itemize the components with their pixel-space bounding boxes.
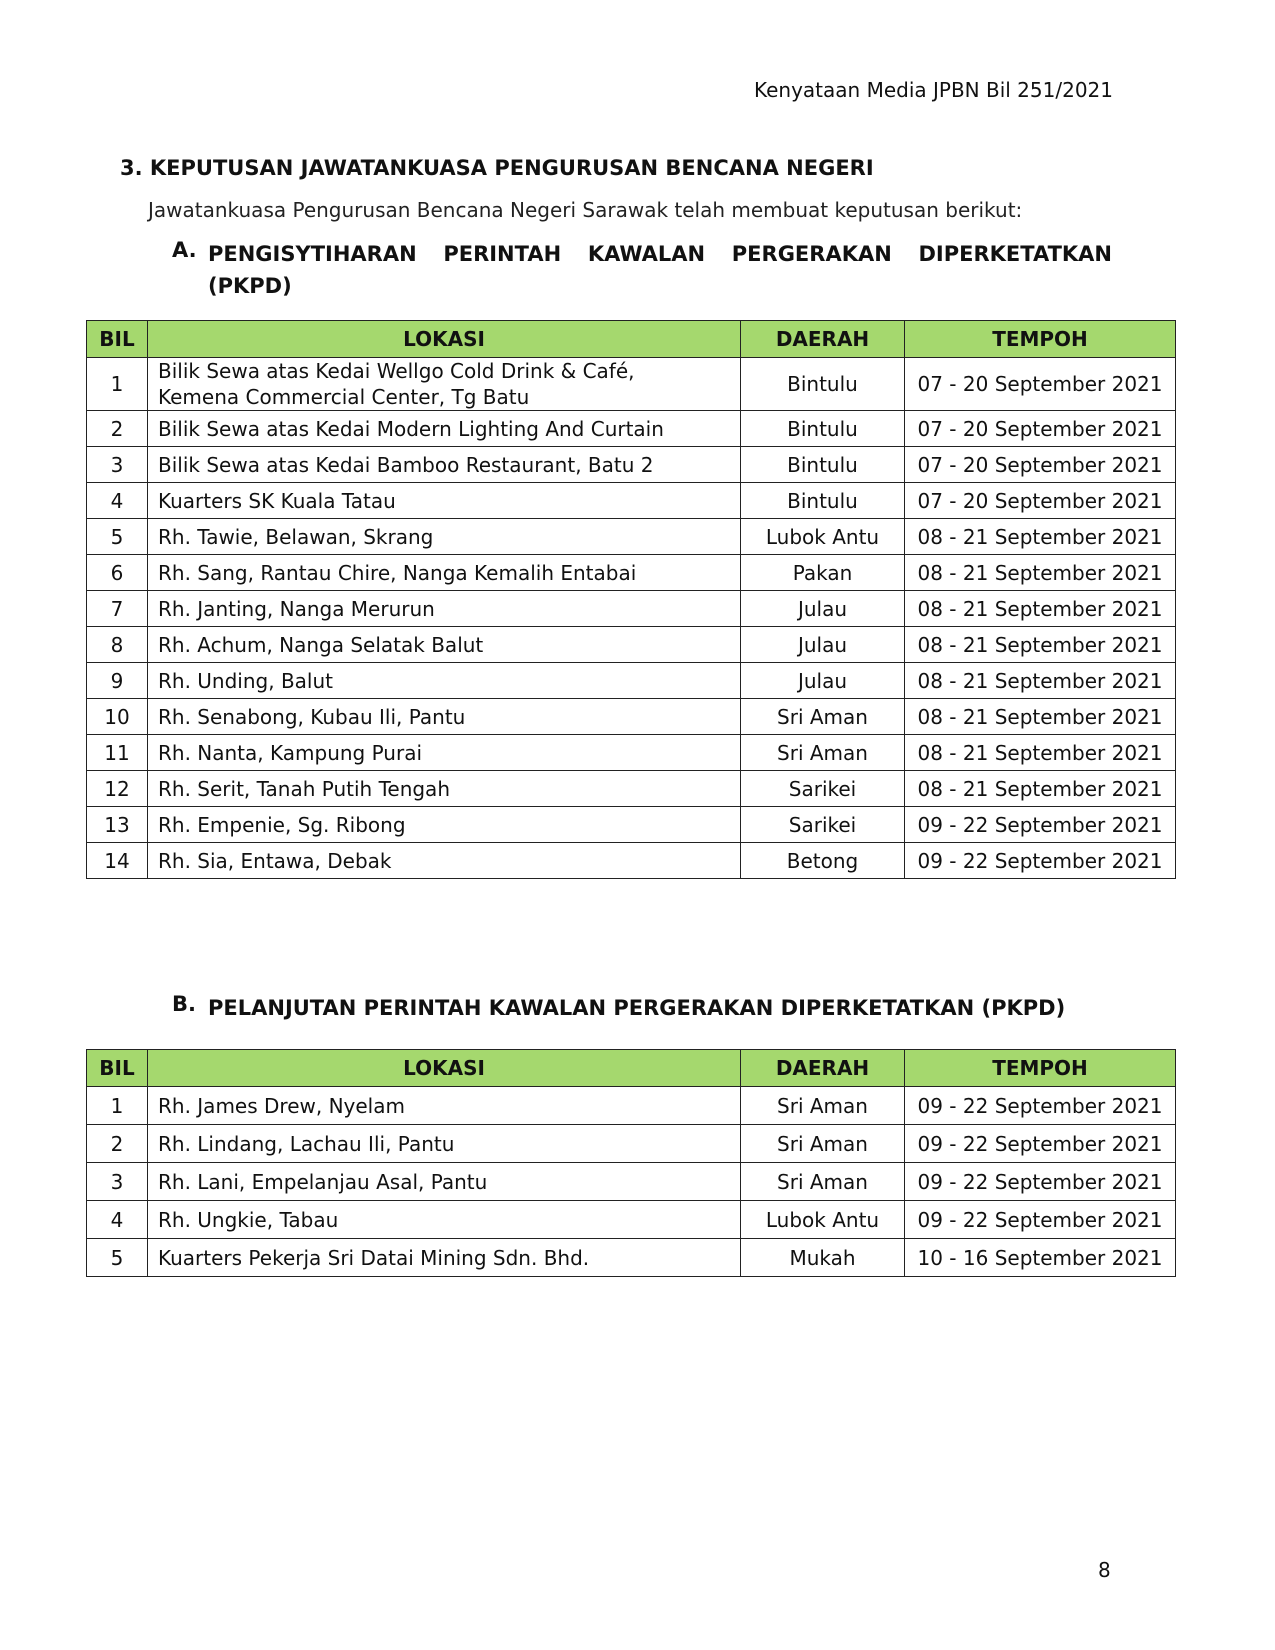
cell-tempoh: 08 - 21 September 2021 — [905, 555, 1176, 591]
table-row — [87, 1239, 1176, 1277]
lokasi-line: Rh. Nanta, Kampung Purai — [158, 740, 423, 765]
table-row — [87, 771, 1176, 807]
part-b-letter: B. — [172, 992, 196, 1016]
lokasi-line: Kuarters SK Kuala Tatau — [158, 488, 396, 513]
cell-bil: 1 — [87, 1087, 148, 1125]
cell-daerah: Julau — [741, 591, 905, 627]
cell-lokasi — [148, 1239, 741, 1277]
lokasi-line: Rh. James Drew, Nyelam — [158, 1093, 405, 1118]
column-header-tempoh: TEMPOH — [905, 1050, 1176, 1087]
cell-tempoh: 09 - 22 September 2021 — [905, 1201, 1176, 1239]
cell-tempoh: 09 - 22 September 2021 — [905, 843, 1176, 879]
cell-tempoh: 08 - 21 September 2021 — [905, 771, 1176, 807]
table-row — [87, 699, 1176, 735]
lokasi-line: Bilik Sewa atas Kedai Modern Lighting And Curtain — [158, 416, 664, 441]
table-row — [87, 483, 1176, 519]
document-reference: Kenyataan Media JPBN Bil 251/2021 — [753, 78, 1113, 102]
cell-lokasi — [148, 555, 741, 591]
cell-bil: 4 — [87, 1201, 148, 1239]
cell-daerah: Bintulu — [741, 411, 905, 447]
cell-daerah: Julau — [741, 663, 905, 699]
cell-tempoh: 07 - 20 September 2021 — [905, 358, 1176, 411]
part-a-title: PENGISYTIHARAN PERINTAH KAWALAN PERGERAKAN DIPERKETATKAN (PKPD) — [208, 242, 1112, 298]
table-body — [87, 1087, 1176, 1277]
cell-lokasi — [148, 1163, 741, 1201]
part-b-heading — [172, 992, 1112, 1024]
lokasi-line: Bilik Sewa atas Kedai Bamboo Restaurant, Batu 2 — [158, 452, 654, 477]
cell-daerah: Sarikei — [741, 807, 905, 843]
cell-lokasi — [148, 699, 741, 735]
cell-bil: 7 — [87, 591, 148, 627]
cell-tempoh: 09 - 22 September 2021 — [905, 1087, 1176, 1125]
part-a-heading — [172, 238, 1112, 302]
lokasi-line: Rh. Lani, Empelanjau Asal, Pantu — [158, 1169, 488, 1194]
cell-tempoh: 08 - 21 September 2021 — [905, 663, 1176, 699]
cell-lokasi — [148, 1125, 741, 1163]
lokasi-line: Rh. Janting, Nanga Merurun — [158, 596, 435, 621]
cell-daerah: Lubok Antu — [741, 1201, 905, 1239]
table-pkpd-declaration — [86, 320, 1176, 879]
lokasi-line: Kuarters Pekerja Sri Datai Mining Sdn. Bhd. — [158, 1245, 590, 1270]
cell-bil: 3 — [87, 1163, 148, 1201]
table-row — [87, 735, 1176, 771]
table-header-row — [87, 1050, 1176, 1087]
column-header-lokasi: LOKASI — [148, 321, 741, 358]
cell-daerah: Julau — [741, 627, 905, 663]
lokasi-line: Rh. Tawie, Belawan, Skrang — [158, 524, 434, 549]
cell-daerah: Bintulu — [741, 447, 905, 483]
table-row — [87, 555, 1176, 591]
cell-bil: 8 — [87, 627, 148, 663]
cell-lokasi — [148, 358, 741, 411]
part-a-letter: A. — [172, 238, 197, 262]
table-row — [87, 411, 1176, 447]
cell-tempoh: 09 - 22 September 2021 — [905, 1125, 1176, 1163]
cell-daerah: Sri Aman — [741, 1163, 905, 1201]
cell-lokasi — [148, 1087, 741, 1125]
section-intro: Jawatankuasa Pengurusan Bencana Negeri Sarawak telah membuat keputusan berikut: — [148, 198, 1023, 222]
cell-lokasi — [148, 627, 741, 663]
cell-bil: 11 — [87, 735, 148, 771]
cell-tempoh: 08 - 21 September 2021 — [905, 591, 1176, 627]
cell-lokasi — [148, 411, 741, 447]
cell-daerah: Betong — [741, 843, 905, 879]
lokasi-line: Rh. Senabong, Kubau Ili, Pantu — [158, 704, 466, 729]
cell-tempoh: 08 - 21 September 2021 — [905, 699, 1176, 735]
section-heading: 3. KEPUTUSAN JAWATANKUASA PENGURUSAN BENCANA NEGERI — [120, 156, 874, 180]
cell-bil: 3 — [87, 447, 148, 483]
cell-bil: 5 — [87, 1239, 148, 1277]
cell-tempoh: 07 - 20 September 2021 — [905, 447, 1176, 483]
cell-bil: 13 — [87, 807, 148, 843]
cell-bil: 6 — [87, 555, 148, 591]
cell-bil: 14 — [87, 843, 148, 879]
cell-bil: 10 — [87, 699, 148, 735]
cell-daerah: Sri Aman — [741, 1087, 905, 1125]
lokasi-line: Kemena Commercial Center, Tg Batu — [158, 385, 530, 409]
column-header-bil: BIL — [87, 321, 148, 358]
cell-bil: 5 — [87, 519, 148, 555]
cell-lokasi — [148, 735, 741, 771]
cell-daerah: Lubok Antu — [741, 519, 905, 555]
cell-tempoh: 08 - 21 September 2021 — [905, 627, 1176, 663]
cell-lokasi — [148, 591, 741, 627]
cell-bil: 2 — [87, 411, 148, 447]
lokasi-line: Rh. Achum, Nanga Selatak Balut — [158, 632, 484, 657]
table-row — [87, 1163, 1176, 1201]
cell-daerah: Sarikei — [741, 771, 905, 807]
table-body — [87, 358, 1176, 879]
cell-tempoh: 07 - 20 September 2021 — [905, 411, 1176, 447]
column-header-bil: BIL — [87, 1050, 148, 1087]
cell-lokasi — [148, 483, 741, 519]
table-row — [87, 627, 1176, 663]
column-header-lokasi: LOKASI — [148, 1050, 741, 1087]
lokasi-line: Rh. Sia, Entawa, Debak — [158, 848, 392, 873]
column-header-daerah: DAERAH — [741, 321, 905, 358]
table-row — [87, 1087, 1176, 1125]
table-row — [87, 807, 1176, 843]
table-row — [87, 519, 1176, 555]
table-row — [87, 663, 1176, 699]
table-pkpd-extension — [86, 1049, 1176, 1277]
table-row — [87, 358, 1176, 411]
cell-daerah: Mukah — [741, 1239, 905, 1277]
cell-lokasi — [148, 663, 741, 699]
lokasi-line: Rh. Serit, Tanah Putih Tengah — [158, 776, 450, 801]
cell-daerah: Bintulu — [741, 358, 905, 411]
cell-lokasi — [148, 1201, 741, 1239]
lokasi-line: Rh. Ungkie, Tabau — [158, 1207, 339, 1232]
cell-daerah: Sri Aman — [741, 699, 905, 735]
cell-tempoh: 08 - 21 September 2021 — [905, 735, 1176, 771]
cell-daerah: Sri Aman — [741, 735, 905, 771]
lokasi-line: Bilik Sewa atas Kedai Wellgo Cold Drink & Café, — [158, 359, 635, 383]
cell-lokasi — [148, 771, 741, 807]
cell-tempoh: 10 - 16 September 2021 — [905, 1239, 1176, 1277]
lokasi-line: Rh. Sang, Rantau Chire, Nanga Kemalih Entabai — [158, 560, 637, 585]
lokasi-line: Rh. Lindang, Lachau Ili, Pantu — [158, 1131, 455, 1156]
cell-daerah: Pakan — [741, 555, 905, 591]
table-row — [87, 843, 1176, 879]
cell-tempoh: 09 - 22 September 2021 — [905, 1163, 1176, 1201]
cell-bil: 2 — [87, 1125, 148, 1163]
cell-lokasi — [148, 843, 741, 879]
table-row — [87, 447, 1176, 483]
column-header-tempoh: TEMPOH — [905, 321, 1176, 358]
table-row — [87, 591, 1176, 627]
page-number: 8 — [1098, 1558, 1111, 1582]
cell-tempoh: 08 - 21 September 2021 — [905, 519, 1176, 555]
cell-lokasi — [148, 519, 741, 555]
table-row — [87, 1125, 1176, 1163]
cell-bil: 1 — [87, 358, 148, 411]
lokasi-line: Rh. Empenie, Sg. Ribong — [158, 812, 406, 837]
cell-lokasi — [148, 447, 741, 483]
column-header-daerah: DAERAH — [741, 1050, 905, 1087]
cell-lokasi — [148, 807, 741, 843]
cell-tempoh: 07 - 20 September 2021 — [905, 483, 1176, 519]
cell-bil: 9 — [87, 663, 148, 699]
part-b-title: PELANJUTAN PERINTAH KAWALAN PERGERAKAN DIPERKETATKAN (PKPD) — [208, 996, 1066, 1020]
cell-tempoh: 09 - 22 September 2021 — [905, 807, 1176, 843]
cell-daerah: Sri Aman — [741, 1125, 905, 1163]
table-header-row — [87, 321, 1176, 358]
table-row — [87, 1201, 1176, 1239]
cell-bil: 12 — [87, 771, 148, 807]
cell-daerah: Bintulu — [741, 483, 905, 519]
lokasi-line: Rh. Unding, Balut — [158, 668, 333, 693]
cell-bil: 4 — [87, 483, 148, 519]
